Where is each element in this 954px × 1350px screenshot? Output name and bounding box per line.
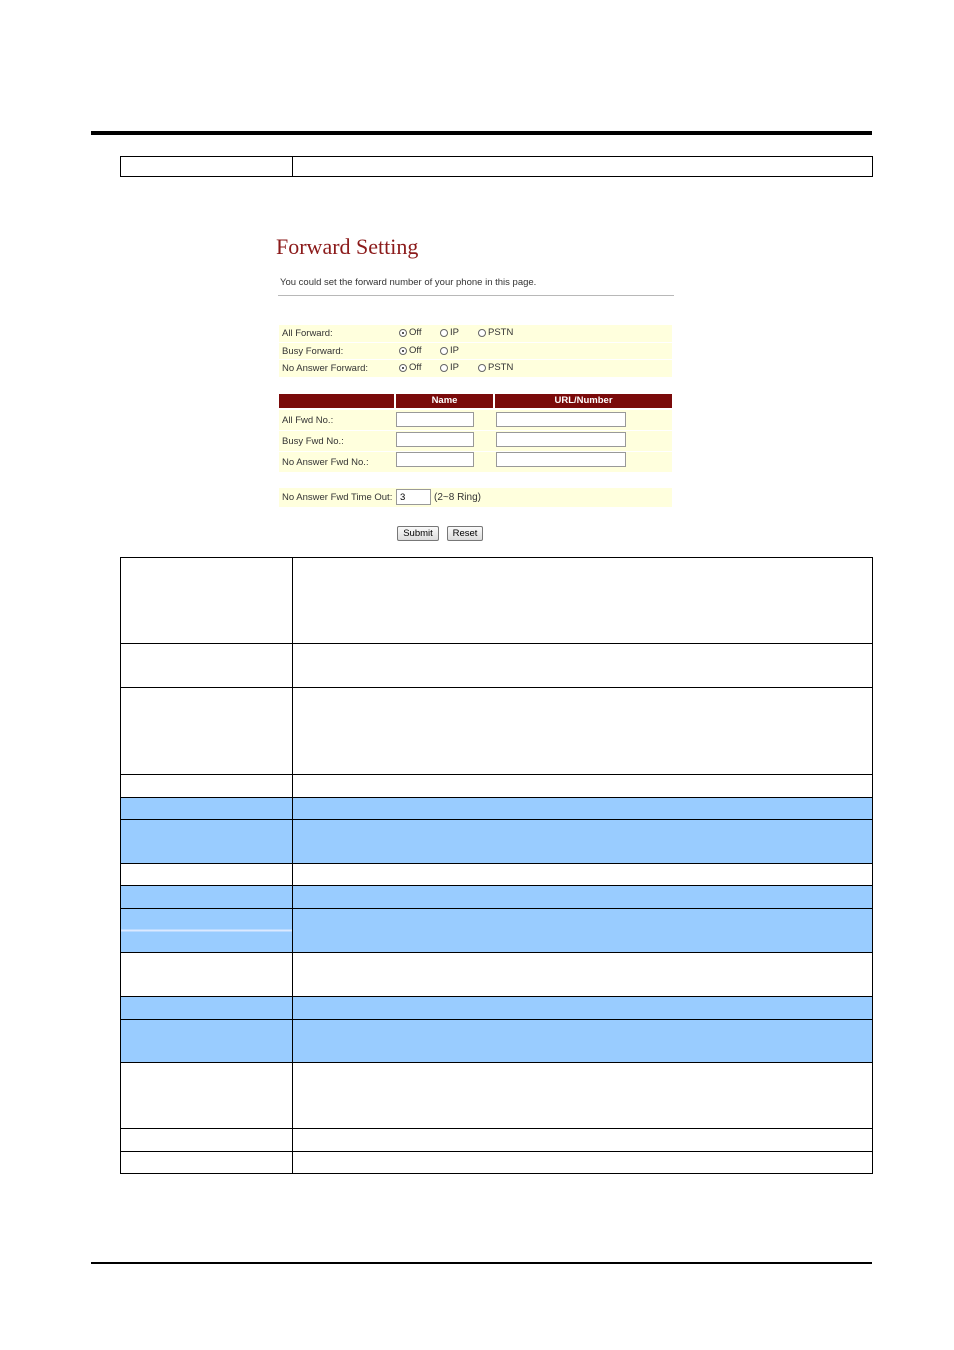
divider [278, 295, 674, 296]
no-answer-forward-row [279, 360, 672, 377]
all-forward-label: All Forward: [282, 328, 333, 339]
all-forward-ip-radio[interactable]: IP [440, 327, 459, 338]
radio-icon [440, 364, 448, 372]
no-answer-fwd-name-input[interactable] [396, 452, 474, 467]
parameter-table [120, 557, 873, 1174]
radio-icon [478, 364, 486, 372]
timeout-hint: (2~8 Ring) [434, 492, 481, 503]
busy-forward-off-radio[interactable]: Off [399, 345, 422, 356]
page-bottom-rule [91, 1262, 872, 1264]
all-fwd-url-input[interactable] [496, 412, 626, 427]
no-answer-fwd-url-input[interactable] [496, 452, 626, 467]
no-answer-fwd-number-label: No Answer Fwd No.: [282, 457, 369, 468]
busy-forward-row [279, 343, 672, 359]
table-header-blank [279, 394, 394, 408]
no-answer-forward-label: No Answer Forward: [282, 363, 369, 374]
radio-icon [440, 329, 448, 337]
busy-forward-label: Busy Forward: [282, 346, 344, 357]
all-fwd-number-label: All Fwd No.: [282, 415, 334, 426]
submit-button[interactable]: Submit [397, 526, 439, 541]
all-forward-row [279, 325, 672, 342]
timeout-label: No Answer Fwd Time Out: [282, 492, 393, 503]
page-title: Forward Setting [276, 234, 419, 259]
table-header-name: Name [396, 394, 493, 408]
radio-selected-icon [399, 347, 407, 355]
busy-forward-ip-radio[interactable]: IP [440, 345, 459, 356]
reset-button[interactable]: Reset [447, 526, 483, 541]
no-answer-forward-pstn-radio[interactable]: PSTN [478, 362, 513, 373]
radio-selected-icon [399, 329, 407, 337]
radio-icon [440, 347, 448, 355]
all-forward-pstn-radio[interactable]: PSTN [478, 327, 513, 338]
busy-fwd-number-label: Busy Fwd No.: [282, 436, 344, 447]
no-answer-forward-ip-radio[interactable]: IP [440, 362, 459, 373]
no-answer-forward-off-radio[interactable]: Off [399, 362, 422, 373]
page-top-rule [91, 131, 872, 135]
page-description: You could set the forward number of your phone in this page. [280, 277, 537, 288]
busy-fwd-name-input[interactable] [396, 432, 474, 447]
all-fwd-name-input[interactable] [396, 412, 474, 427]
radio-icon [478, 329, 486, 337]
timeout-row [279, 488, 672, 507]
radio-selected-icon [399, 364, 407, 372]
timeout-input[interactable] [396, 489, 431, 505]
header-table [120, 156, 873, 177]
all-forward-off-radio[interactable]: Off [399, 327, 422, 338]
busy-fwd-url-input[interactable] [496, 432, 626, 447]
table-header-url: URL/Number [495, 394, 672, 408]
